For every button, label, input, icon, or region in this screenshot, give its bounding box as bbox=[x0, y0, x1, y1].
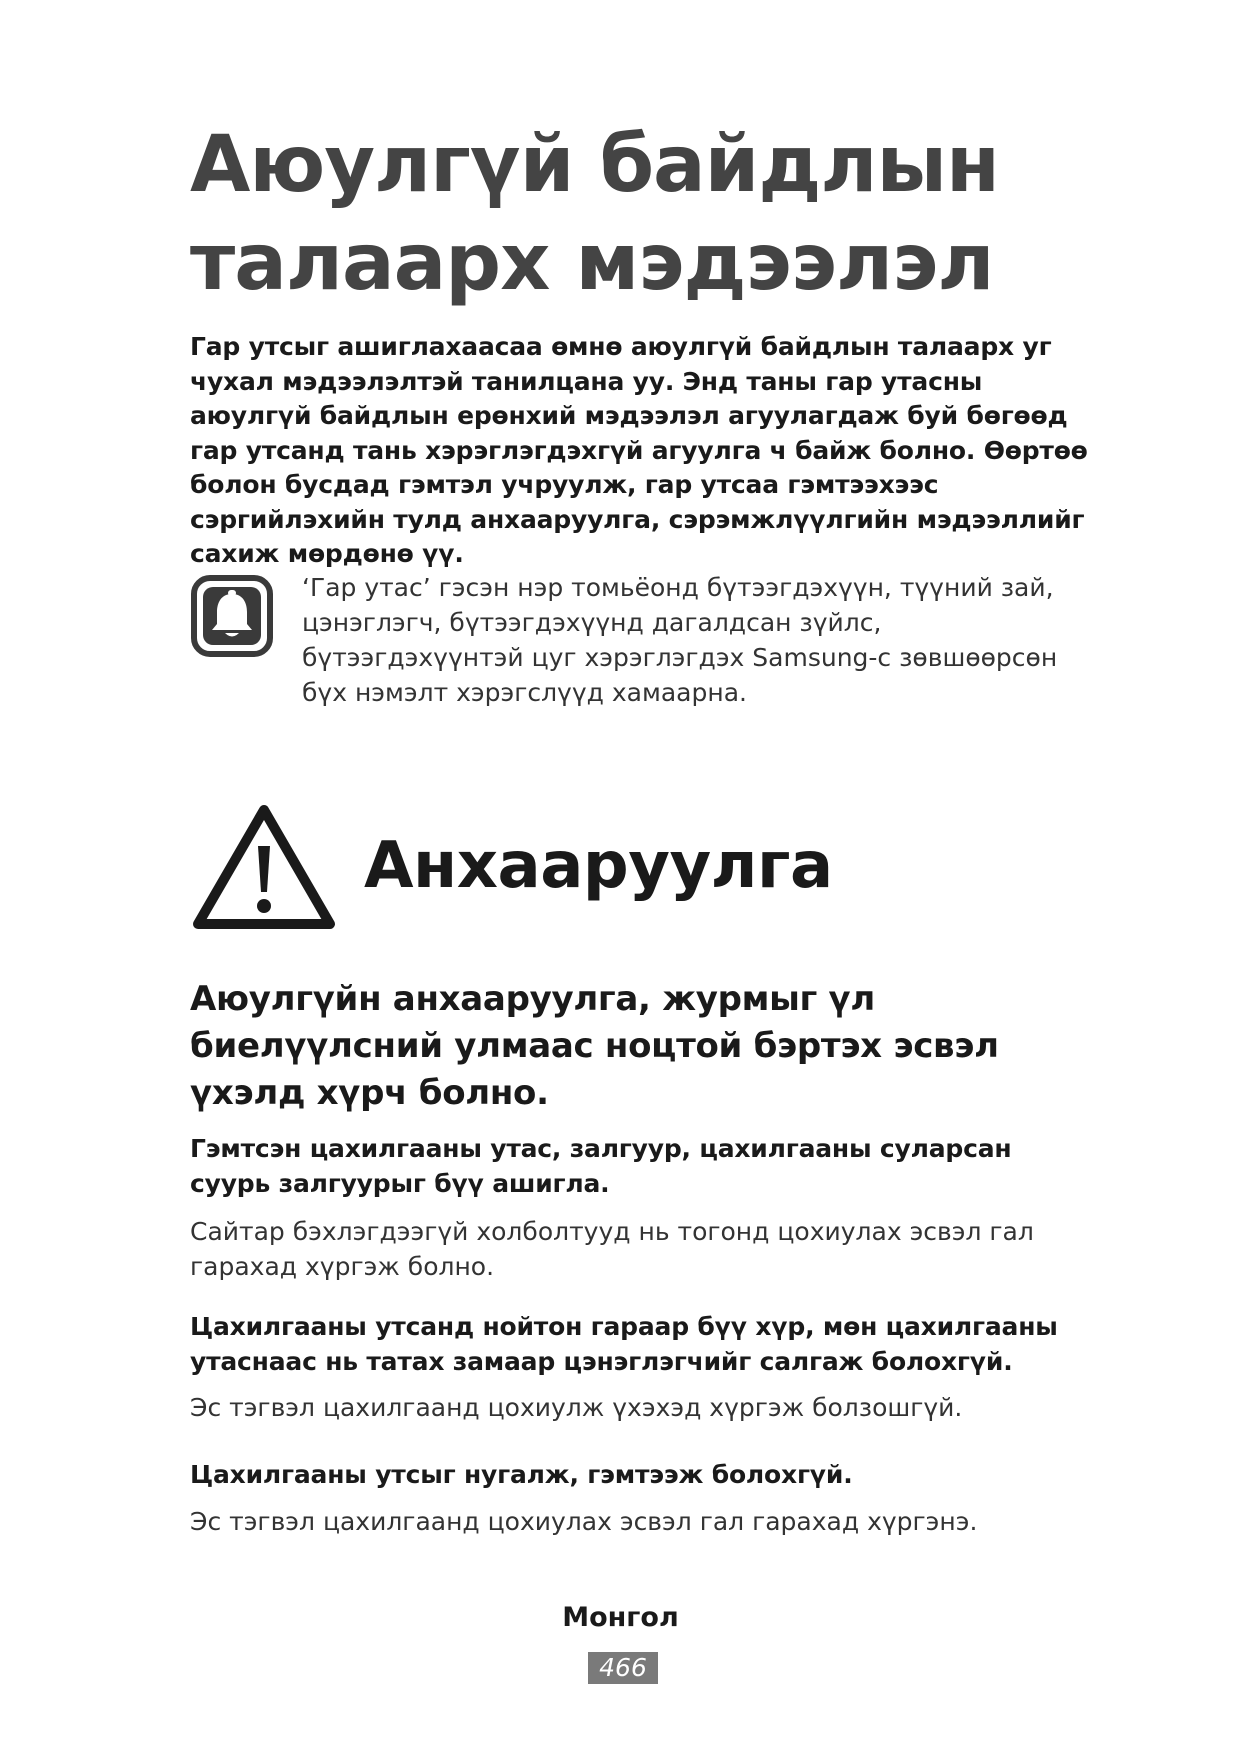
warning-title: Анхааруулга bbox=[364, 829, 833, 903]
note-text: ‘Гар утас’ гэсэн нэр томьёонд бүтээгдэхүүн, түүний зай, цэнэглэгч, бүтээгдэхүүнд дагалдсан зүйлс, бүтээгдэхүүнтэй цуг хэрэглэгдэх Samsung-с зөвшөөрсөн бүх нэмэлт хэрэгслүүд хамаарна. bbox=[302, 573, 1058, 707]
rule-heading: Цахилгааны утсыг нугалж, гэмтээж болохгүй. bbox=[190, 1460, 853, 1489]
rule-body: Сайтар бэхлэгдээгүй холболтууд нь тогонд цохиулах эсвэл гал гарахад хүргэж болно. bbox=[190, 1217, 1034, 1281]
page-title: Аюулгүй байдлын талаарх мэдээлэл bbox=[190, 120, 999, 308]
intro-paragraph: Гар утсыг ашиглахаасаа өмнө аюулгүй байдлын талаарх уг чухал мэдээлэлтэй танилцана уу. Энд таны гар утасны аюулгүй байдлын ерөнхий мэдээлэл агуулагдаж буй бөгөөд гар утсанд тань хэрэглэгдэхгүй агуулга ч байж болно. Өөртөө болон бусдад гэмтэл учруулж, гар утсаа гэмтээхээс сэргийлэхийн тулд анхааруулга, сэрэмжлүүлгийн мэдээллийг сахиж мөрдөнө үү. bbox=[190, 332, 1088, 568]
footer-language: Монгол bbox=[562, 1602, 679, 1633]
page-number: 466 bbox=[588, 1652, 658, 1684]
warning-lead: Аюулгүйн анхааруулга, журмыг үл биелүүлсний улмаас ноцтой бэртэх эсвэл үхэлд хүрч болно. bbox=[190, 979, 999, 1113]
rule-body: Эс тэгвэл цахилгаанд цохиулах эсвэл гал гарахад хүргэнэ. bbox=[190, 1507, 978, 1536]
rule-heading: Цахилгааны утсанд нойтон гараар бүү хүр, мөн цахилгааны утаснаас нь татах замаар цэнэглэгчийг салгаж болохгүй. bbox=[190, 1312, 1058, 1376]
bell-icon bbox=[190, 574, 274, 658]
rule-body: Эс тэгвэл цахилгаанд цохиулж үхэхэд хүргэж болзошгүй. bbox=[190, 1393, 963, 1422]
rule-heading: Гэмтсэн цахилгааны утас, залгуур, цахилгааны суларсан суурь залгуурыг бүү ашигла. bbox=[190, 1134, 1012, 1198]
warning-triangle-icon bbox=[190, 800, 338, 934]
